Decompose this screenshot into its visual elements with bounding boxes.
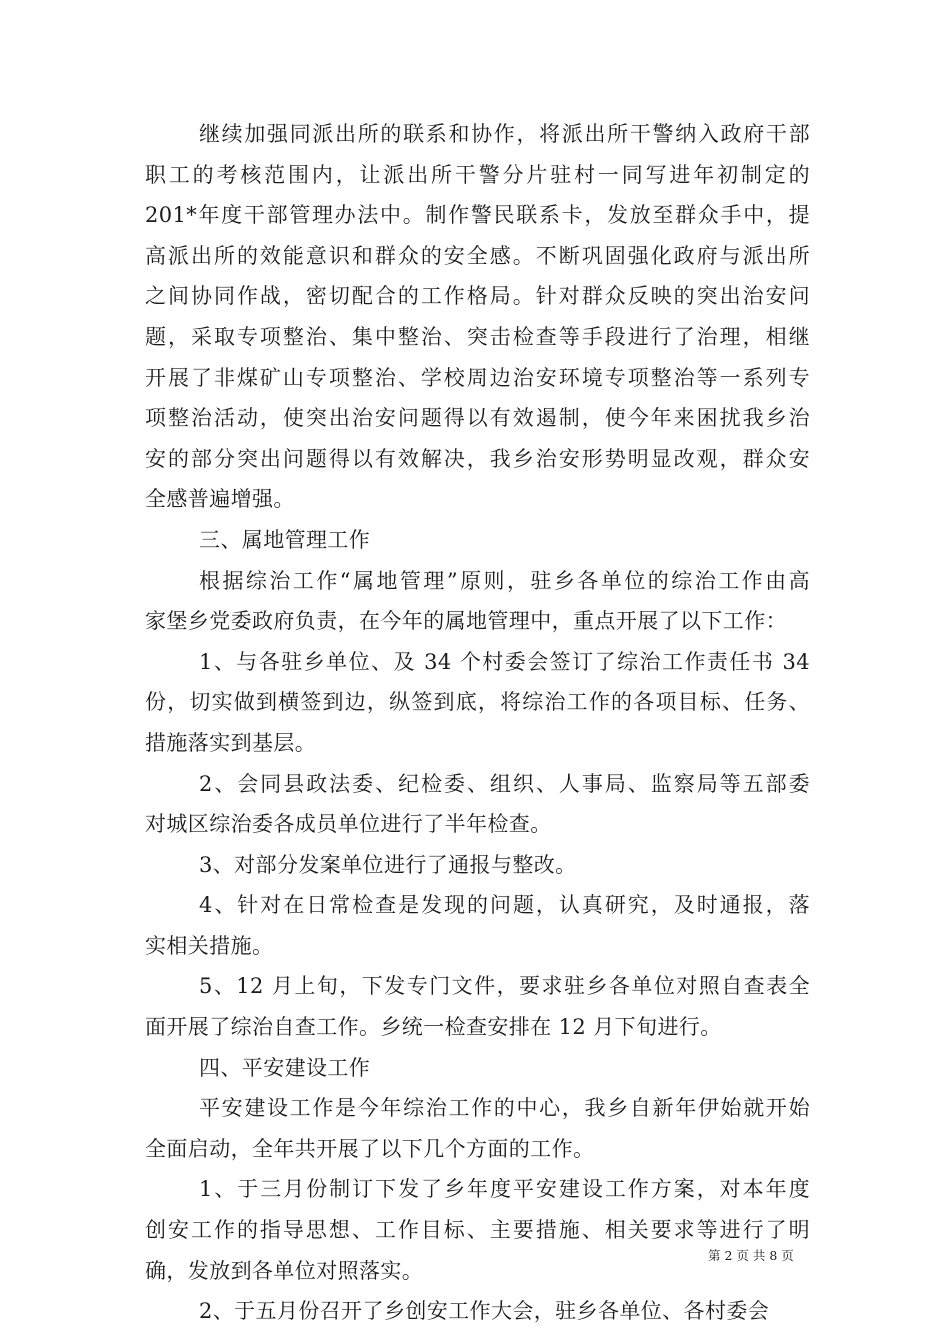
text-line: 5、12 月上旬，下发专门文件，要求驻乡各单位对照自查表全 <box>199 974 810 999</box>
text-line: 之间协同作战，密切配合的工作格局。针对群众反映的突出治安问 <box>145 284 810 309</box>
text-line: 根据综治工作“属地管理”原则，驻乡各单位的综治工作由高 <box>199 568 810 593</box>
text-line: 继续加强同派出所的联系和协作，将派出所干警纳入政府干部 <box>199 122 810 146</box>
text-line: 创安工作的指导思想、工作目标、主要措施、相关要求等进行了明 <box>145 1218 810 1243</box>
text-line: 3、对部分发案单位进行了通报与整改。 <box>199 852 577 877</box>
text-line: 安的部分突出问题得以有效解决，我乡治安形势明显改观，群众安 <box>145 446 810 471</box>
text-line: 措施落实到基层。 <box>145 730 317 755</box>
text-line: 4、针对在日常检查是发现的问题，认真研究，及时通报，落 <box>199 893 810 918</box>
text-line: 高派出所的效能意识和群众的安全感。不断巩固强化政府与派出所 <box>145 243 810 268</box>
text-line: 全感普遍增强。 <box>145 487 295 512</box>
text-line: 1、与各驻乡单位、及 34 个村委会签订了综治工作责任书 34 <box>199 649 810 674</box>
text-line: 面开展了综治自查工作。乡统一检查安排在 12 月下旬进行。 <box>145 1015 722 1040</box>
text-line: 对城区综治委各成员单位进行了半年检查。 <box>145 812 552 837</box>
text-line: 2、于五月份召开了乡创安工作大会，驻乡各单位、各村委会 <box>199 1299 770 1324</box>
text-line: 确，发放到各单位对照落实。 <box>145 1258 424 1283</box>
text-line: 职工的考核范围内，让派出所干警分片驻村一同写进年初制定的 <box>145 162 810 187</box>
text-line: 题，采取专项整治、集中整治、突击检查等手段进行了治理，相继 <box>145 324 810 349</box>
body-text <box>145 114 810 1332</box>
text-line: 201*年度干部管理办法中。制作警民联系卡，发放至群众手中，提 <box>145 203 810 228</box>
text-line: 开展了非煤矿山专项整治、学校周边治安环境专项整治等一系列专 <box>145 365 810 390</box>
text-line: 平安建设工作是今年综治工作的中心，我乡自新年伊始就开始 <box>199 1096 810 1121</box>
text-line: 项整治活动，使突出治安问题得以有效遏制，使今年来困扰我乡治 <box>145 406 810 431</box>
text-line: 1、于三月份制订下发了乡年度平安建设工作方案，对本年度 <box>199 1177 810 1202</box>
text-line: 2、会同县政法委、纪检委、组织、人事局、监察局等五部委 <box>199 771 810 796</box>
text-line: 家堡乡党委政府负责，在今年的属地管理中，重点开展了以下工作： <box>145 609 787 634</box>
text-line: 份，切实做到横签到边，纵签到底，将综治工作的各项目标、任务、 <box>145 690 810 715</box>
page-number: 第 2 页 共 8 页 <box>708 1248 794 1263</box>
text-line: 全面启动，全年共开展了以下几个方面的工作。 <box>145 1136 595 1161</box>
text-line: 实相关措施。 <box>145 933 274 958</box>
section-heading: 四、平安建设工作 <box>199 1055 371 1080</box>
section-heading: 三、属地管理工作 <box>199 527 371 552</box>
